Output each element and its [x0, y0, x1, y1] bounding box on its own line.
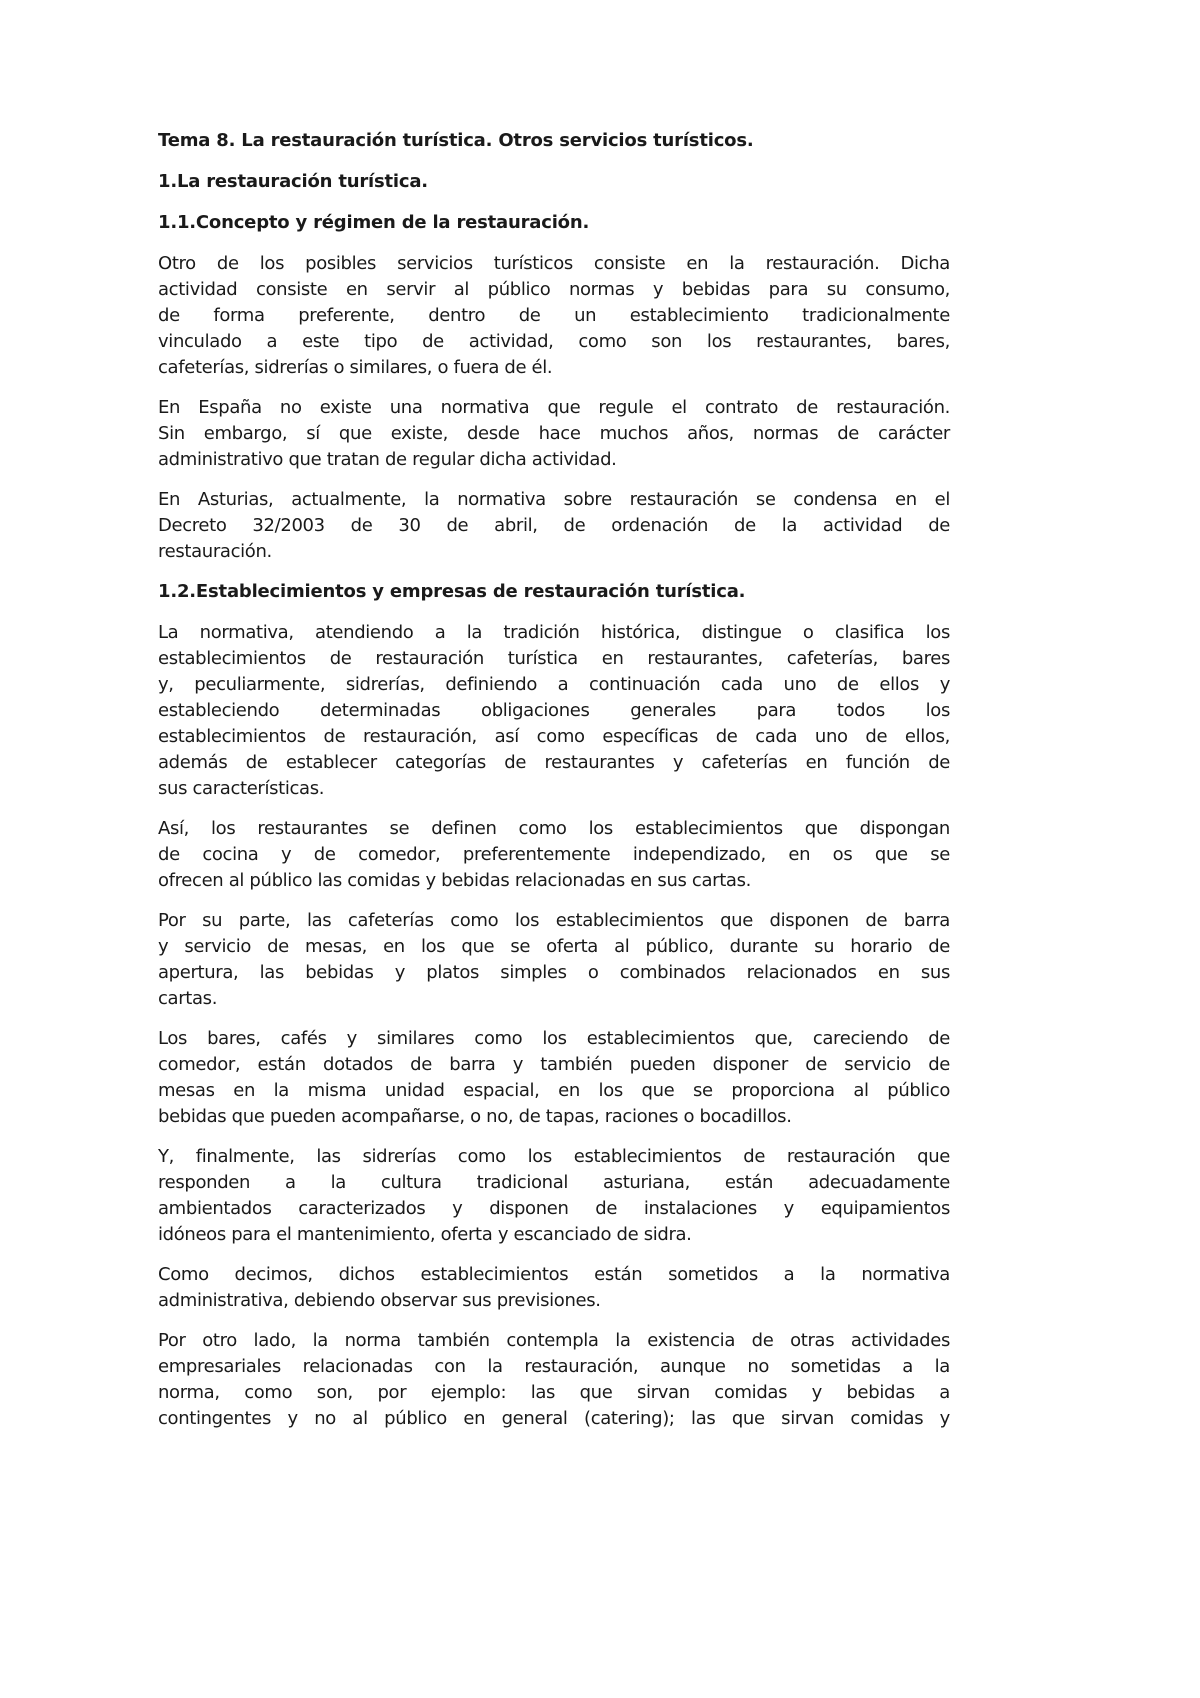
paragraph-line: responden a la cultura tradicional asturiana, están adecuadamente [158, 1172, 950, 1193]
paragraph-line: En España no existe una normativa que regule el contrato de restauración. [158, 397, 950, 418]
paragraph-line: comedor, están dotados de barra y también pueden disponer de servicio de [158, 1054, 950, 1075]
paragraph [158, 1144, 950, 1248]
paragraph-line: Decreto 32/2003 de 30 de abril, de ordenación de la actividad de [158, 515, 950, 536]
paragraph-line: norma, como son, por ejemplo: las que sirvan comidas y bebidas a [158, 1382, 950, 1403]
paragraph [158, 1328, 950, 1432]
paragraph-line: Los bares, cafés y similares como los establecimientos que, careciendo de [158, 1028, 950, 1049]
paragraph-line: Por su parte, las cafeterías como los establecimientos que disponen de barra [158, 910, 950, 931]
paragraph-line: administrativa, debiendo observar sus previsiones. [158, 1290, 601, 1311]
paragraph-line: y, peculiarmente, sidrerías, definiendo a continuación cada uno de ellos y [158, 674, 950, 695]
paragraph-line: mesas en la misma unidad espacial, en los que se proporciona al público [158, 1080, 950, 1101]
paragraph-line: Otro de los posibles servicios turísticos consiste en la restauración. Dicha [158, 253, 950, 274]
paragraph-line: vinculado a este tipo de actividad, como son los restaurantes, bares, [158, 331, 950, 352]
paragraph-line: actividad consiste en servir al público normas y bebidas para su consumo, [158, 279, 950, 300]
paragraph-line: ofrecen al público las comidas y bebidas relacionadas en sus cartas. [158, 870, 751, 891]
paragraph-line: contingentes y no al público en general (catering); las que sirvan comidas y [158, 1408, 950, 1429]
paragraph-line: además de establecer categorías de restaurantes y cafeterías en función de [158, 752, 950, 773]
paragraph-line: cartas. [158, 988, 218, 1009]
paragraph [158, 1026, 950, 1130]
paragraph-line: estableciendo determinadas obligaciones generales para todos los [158, 700, 950, 721]
paragraph-line: Como decimos, dichos establecimientos están sometidos a la normativa [158, 1264, 950, 1285]
paragraph-line: idóneos para el mantenimiento, oferta y escanciado de sidra. [158, 1224, 692, 1245]
paragraph [158, 816, 950, 894]
paragraph-line: En Asturias, actualmente, la normativa sobre restauración se condensa en el [158, 489, 950, 510]
paragraph-line: establecimientos de restauración, así como específicas de cada uno de ellos, [158, 726, 950, 747]
paragraph-line: cafeterías, sidrerías o similares, o fuera de él. [158, 357, 553, 378]
paragraph [158, 1262, 950, 1314]
paragraph-line: y servicio de mesas, en los que se oferta al público, durante su horario de [158, 936, 950, 957]
paragraph-line: de cocina y de comedor, preferentemente independizado, en os que se [158, 844, 950, 865]
document-page [158, 128, 950, 1446]
paragraph-line: restauración. [158, 541, 272, 562]
paragraph [158, 620, 950, 802]
paragraph-line: sus características. [158, 778, 325, 799]
paragraph-line: establecimientos de restauración turística en restaurantes, cafeterías, bares [158, 648, 950, 669]
paragraph-line: apertura, las bebidas y platos simples o combinados relacionados en sus [158, 962, 950, 983]
paragraph-line: La normativa, atendiendo a la tradición histórica, distingue o clasifica los [158, 622, 950, 643]
paragraph-line: Sin embargo, sí que existe, desde hace muchos años, normas de carácter [158, 423, 950, 444]
paragraph [158, 395, 950, 473]
paragraph-line: bebidas que pueden acompañarse, o no, de tapas, raciones o bocadillos. [158, 1106, 792, 1127]
paragraph-line: ambientados caracterizados y disponen de instalaciones y equipamientos [158, 1198, 950, 1219]
paragraph-line: empresariales relacionadas con la restauración, aunque no sometidas a la [158, 1356, 950, 1377]
paragraph-line: de forma preferente, dentro de un establecimiento tradicionalmente [158, 305, 950, 326]
paragraph [158, 487, 950, 565]
paragraph-line: Así, los restaurantes se definen como los establecimientos que dispongan [158, 818, 950, 839]
paragraph-line: Por otro lado, la norma también contempla la existencia de otras actividades [158, 1330, 950, 1351]
paragraph-line: administrativo que tratan de regular dicha actividad. [158, 449, 617, 470]
section-heading: Tema 8. La restauración turística. Otros servicios turísticos. [158, 130, 754, 151]
section-heading: 1.1.Concepto y régimen de la restauración. [158, 212, 590, 233]
paragraph-line: Y, finalmente, las sidrerías como los establecimientos de restauración que [158, 1146, 950, 1167]
paragraph [158, 908, 950, 1012]
section-heading: 1.2.Establecimientos y empresas de restauración turística. [158, 581, 746, 602]
paragraph [158, 251, 950, 381]
section-heading: 1.La restauración turística. [158, 171, 428, 192]
